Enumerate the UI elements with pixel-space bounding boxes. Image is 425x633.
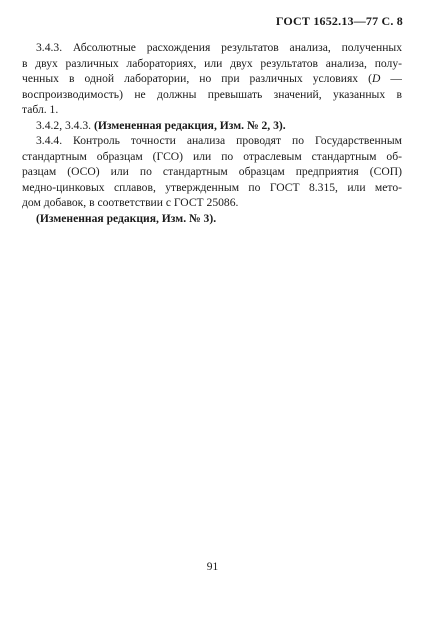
paragraph-line: медно-цинковых сплавов, утвержденным по ГОСТ 8.315, или мето-: [22, 180, 402, 194]
paragraph-line: воспроизводимость) не должны превышать значений, указанных в: [22, 87, 402, 101]
paragraph-text: ченных в одной лаборатории, но при различных условиях (: [22, 72, 372, 85]
document-body: [22, 40, 402, 226]
paragraph-3-4-3: [22, 40, 402, 118]
paragraph-line: дом добавок, в соответствии с ГОСТ 25086.: [22, 196, 239, 209]
paragraph-line: табл. 1.: [22, 103, 59, 116]
paragraph-line: 3.4.4. Контроль точности анализа проводят по Государственным: [36, 134, 402, 147]
paragraph-line: в двух различных лабораториях, или двух результатов анализа, полу-: [22, 56, 402, 70]
amendment-note-2: (Измененная редакция, Изм. № 3).: [36, 211, 217, 225]
paragraph-line: 3.4.3. Абсолютные расхождения результатов анализа, полученных: [36, 41, 402, 54]
symbol-d: D: [371, 72, 381, 85]
page-header: ГОСТ 1652.13—77 С. 8: [275, 14, 403, 28]
amendment-ref: 3.4.2, 3.4.3.: [36, 118, 94, 132]
paragraph-line: стандартным образцам (ГСО) или по отраслевым стандартным об-: [22, 149, 402, 163]
amendment-note-1: [22, 118, 402, 134]
paragraph-3-4-4: [22, 133, 402, 211]
paragraph-text: —: [380, 72, 402, 85]
paragraph-line: [22, 71, 402, 87]
amendment-text: (Измененная редакция, Изм. № 2, 3).: [93, 118, 286, 132]
page-number: 91: [206, 561, 219, 573]
paragraph-line: разцам (ОСО) или по стандартным образцам предприятия (СОП): [22, 165, 402, 178]
